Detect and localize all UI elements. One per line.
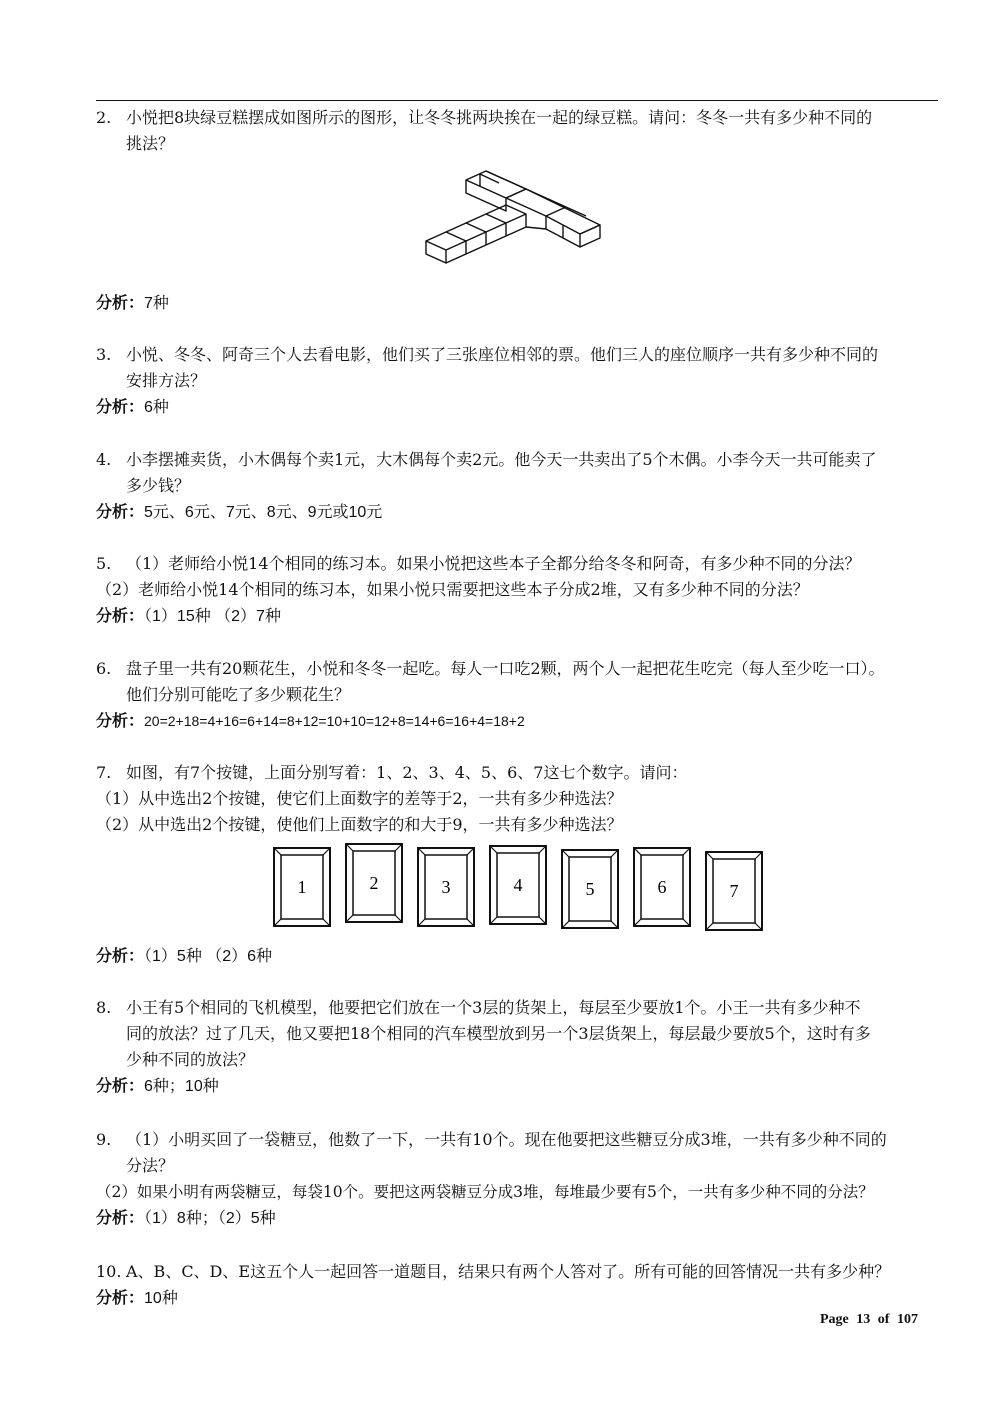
number-key-label: 2 [369, 873, 379, 893]
question-number: 4. [96, 450, 112, 469]
number-key [562, 850, 618, 928]
number-key [706, 852, 762, 930]
question-text: （2）如果小明有两袋糖豆，每袋10个。要把这两袋糖豆分成3堆，每堆最少要有5个，一共有多少种不同的分法？ [96, 1183, 874, 1201]
question-text: 分法？ [126, 1156, 175, 1175]
question-text: （1）从中选出2个按键，使它们上面数字的差等于2，一共有多少种选法？ [96, 789, 623, 808]
question-text: 如图，有7个按键，上面分别写着：1、2、3、4、5、6、7这七个数字。请问： [126, 763, 688, 782]
number-key-label: 4 [513, 875, 523, 895]
question-text: （2）老师给小悦14个相同的练习本，如果小悦只需要把这些本子分成2堆，又有多少种不同的分法？ [96, 580, 809, 599]
header-rule [96, 100, 938, 101]
page-number: 13 [856, 1312, 871, 1327]
analysis-row: 分析：（1）15种 （2）7种 [96, 606, 281, 625]
analysis-row: 分析：7种 [96, 293, 169, 312]
number-key-label: 6 [657, 877, 667, 897]
number-key-label: 1 [297, 877, 307, 897]
question-text: 小王有5个相同的飞机模型，他要把它们放在一个3层的货架上，每层至少要放1个。小王一共有多少种不 [126, 998, 861, 1017]
analysis-row: 分析：6种；10种 [96, 1076, 219, 1095]
question-number: 10. [96, 1262, 122, 1281]
analysis-row: 分析：6种 [96, 397, 169, 416]
number-key [490, 846, 546, 924]
number-keys-figure [270, 842, 765, 932]
number-key-label: 5 [585, 879, 595, 899]
cake-arrangement-figure [420, 165, 620, 275]
question-text: 少种不同的放法？ [126, 1050, 255, 1069]
analysis-row: 分析：（1）8种；（2）5种 [96, 1208, 276, 1227]
question-number: 2. [96, 108, 112, 127]
question-text: （1）小明买回了一袋糖豆，他数了一下，一共有10个。现在他要把这些糖豆分成3堆，一共有多少种不同的 [126, 1130, 887, 1149]
of-word: of [877, 1312, 890, 1327]
question-number: 6. [96, 659, 112, 678]
number-key-label: 3 [441, 877, 451, 897]
number-key-label: 7 [729, 881, 739, 901]
number-key [634, 848, 690, 926]
question-text: 盘子里一共有20颗花生，小悦和冬冬一起吃。每人一口吃2颗，两个人一起把花生吃完（每人至少吃一口）。 [126, 659, 885, 678]
question-text: 他们分别可能吃了多少颗花生？ [126, 685, 351, 704]
analysis-row: 分析：10种 [96, 1288, 178, 1307]
number-key [274, 848, 330, 926]
question-text: A、B、C、D、E这五个人一起回答一道题目，结果只有两个人答对了。所有可能的回答情况一共有多少种？ [126, 1262, 891, 1281]
question-text: （2）从中选出2个按键，使他们上面数字的和大于9，一共有多少种选法？ [96, 815, 623, 834]
question-text: 安排方法？ [126, 371, 207, 390]
number-key [346, 844, 402, 922]
page-total: 107 [896, 1312, 918, 1327]
page-word: Page [820, 1312, 849, 1327]
analysis-row: 分析：5元、6元、7元、8元、9元或10元 [96, 502, 383, 521]
question-number: 7. [96, 763, 112, 782]
page-footer [820, 1312, 922, 1328]
analysis-row: 分析：（1）5种 （2）6种 [96, 946, 273, 965]
question-text: 小悦、冬冬、阿奇三个人去看电影，他们买了三张座位相邻的票。他们三人的座位顺序一共有多少种不同的 [126, 345, 879, 364]
question-text: 小李摆摊卖货，小木偶每个卖1元，大木偶每个卖2元。他今天一共卖出了5个木偶。小李今天一共可能卖了 [126, 450, 877, 469]
question-text: 小悦把8块绿豆糕摆成如图所示的图形，让冬冬挑两块挨在一起的绿豆糕。请问：冬冬一共有多少种不同的 [126, 108, 873, 127]
analysis-row: 分析：20=2+18=4+16=6+14=8+12=10+10=12+8=14+6=16+4=18+2 [96, 711, 525, 730]
question-text: 挑法？ [126, 134, 175, 153]
question-text: 同的放法？过了几天，他又要把18个相同的汽车模型放到另一个3层货架上，每层最少要放5个，这时有多 [126, 1024, 871, 1043]
question-number: 8. [96, 998, 112, 1017]
question-text: 多少钱？ [126, 476, 191, 495]
number-key [418, 848, 474, 926]
question-text: （1）老师给小悦14个相同的练习本。如果小悦把这些本子全都分给冬冬和阿奇，有多少种不同的分法？ [126, 554, 861, 573]
question-number: 5. [96, 554, 112, 573]
question-number: 9. [96, 1130, 112, 1149]
question-number: 3. [96, 345, 112, 364]
